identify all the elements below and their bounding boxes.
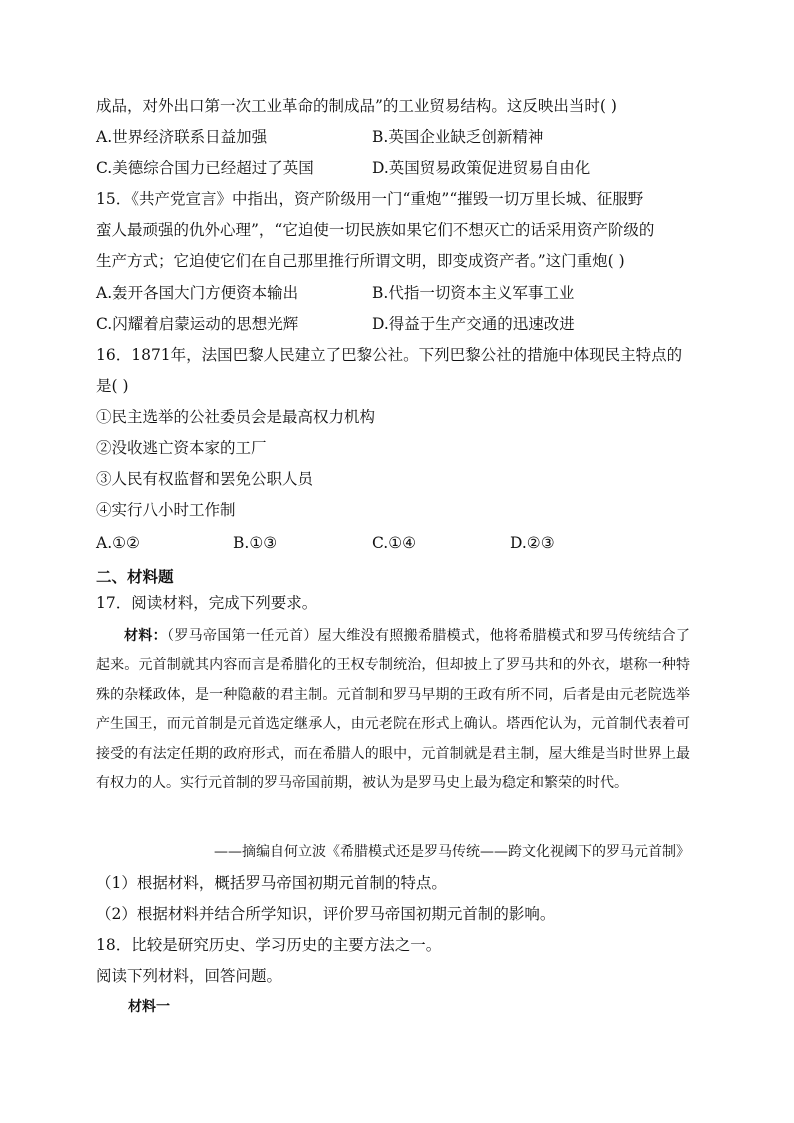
q14-option-c: C.美德综合国力已经超过了英国: [96, 159, 314, 177]
q15-stem-line3: 生产方式；它迫使它们在自己那里推行所谓文明，即变成资产者。”这门重炮( ): [96, 252, 625, 270]
q16-item-4: ④实行八小时工作制: [96, 501, 236, 519]
q18-stem-line2: 阅读下列材料，回答问题。: [96, 967, 283, 985]
q16-option-d: D.②③: [510, 534, 555, 552]
q16-stem-line1: 16．1871年，法国巴黎人民建立了巴黎公社。下列巴黎公社的措施中体现民主特点的: [96, 346, 683, 364]
q17-source: ——摘编自何立波《希腊模式还是罗马传统——跨文化视阈下的罗马元首制》: [214, 844, 690, 860]
q17-subquestion-2: （2）根据材料并结合所学知识，评价罗马帝国初期元首制的影响。: [96, 905, 556, 923]
q17-material: [96, 622, 690, 798]
q17-material-label: 材料：: [124, 628, 167, 644]
q15-stem-line1: 15．《共产党宣言》中指出，资产阶级用一门“重炮”“摧毁一切万里长城、征服野: [96, 190, 644, 208]
q18-material-label: 材料一: [128, 999, 170, 1015]
q18-stem-line1: 18．比较是研究历史、学习历史的主要方法之一。: [96, 936, 442, 954]
section-heading: 二、材料题: [96, 567, 174, 586]
q17-stem: 17．阅读材料，完成下列要求。: [96, 594, 318, 612]
q16-option-a: A.①②: [96, 534, 140, 552]
q14-option-a: A.世界经济联系日益加强: [96, 128, 268, 146]
q16-option-b: B.①③: [233, 534, 278, 552]
q15-stem-line2: 蛮人最顽强的仇外心理”，“它迫使一切民族如果它们不想灭亡的话采用资产阶级的: [96, 221, 655, 239]
q16-stem-line2: 是( ): [96, 377, 129, 395]
q16-item-2: ②没收逃亡资本家的工厂: [96, 439, 267, 457]
q15-option-c: C.闪耀着启蒙运动的思想光辉: [96, 315, 299, 333]
q16-option-c: C.①④: [372, 534, 417, 552]
q15-option-d: D.得益于生产交通的迅速改进: [372, 315, 575, 333]
q17-material-body: （罗马帝国第一任元首）屋大维没有照搬希腊模式，他将希腊模式和罗马传统结合了起来。元首制就其内容而言是希腊化的王权专制统治，但却披上了罗马共和的外衣，堪称一种特殊的杂糅政体，是一种隐蔽的君主制。元首制和罗马早期的王政有所不同，后者是由元老院选举产生国王，而元首制是元首选定继承人，由元老院在形式上确认。塔西佗认为，元首制代表着可接受的有法定任期的政府形式，而在希腊人的眼中，元首制就是君主制，屋大维是当时世界上最有权力的人。实行元首制的罗马帝国前期，被认为是罗马史上最为稳定和繁荣的时代。: [96, 628, 690, 792]
q16-item-1: ①民主选举的公社委员会是最高权力机构: [96, 408, 376, 426]
q17-subquestion-1: （1）根据材料，概括罗马帝国初期元首制的特点。: [96, 874, 447, 892]
q15-option-b: B.代指一切资本主义军事工业: [372, 284, 575, 302]
q14-stem-tail: 成品，对外出口第一次工业革命的制成品”的工业贸易结构。这反映出当时( ): [96, 97, 617, 115]
q15-option-a: A.轰开各国大门方便资本输出: [96, 284, 299, 302]
q16-item-3: ③人民有权监督和罢免公职人员: [96, 470, 314, 488]
q14-option-d: D.英国贸易政策促进贸易自由化: [372, 159, 591, 177]
q14-option-b: B.英国企业缺乏创新精神: [372, 128, 544, 146]
